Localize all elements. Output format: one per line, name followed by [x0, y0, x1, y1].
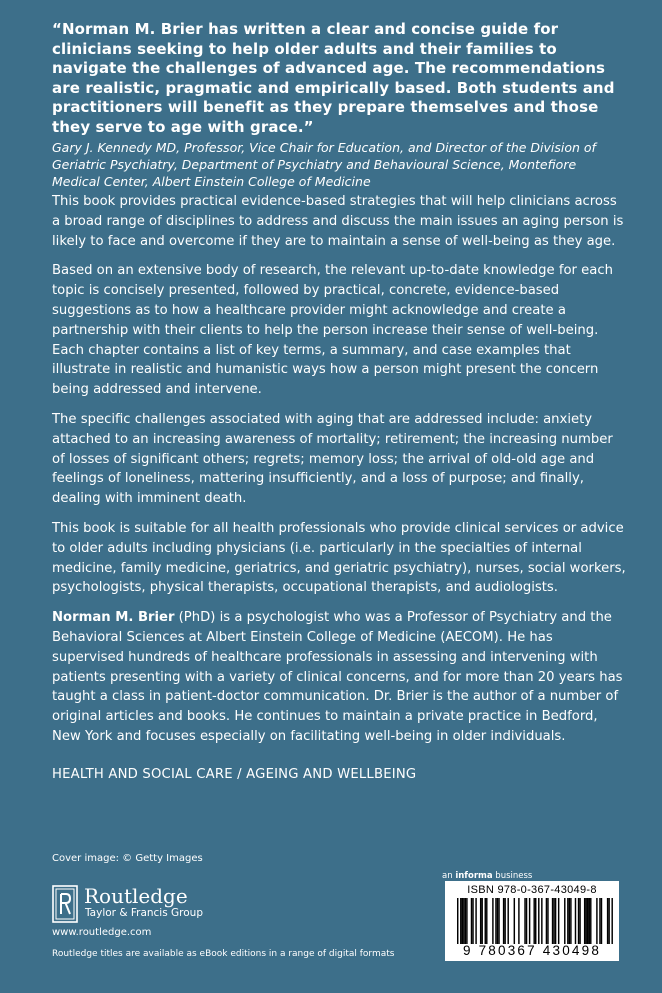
barcode-bar	[457, 898, 458, 944]
author-bio-text: (PhD) is a psychologist who was a Professor of Psychiatry and the Behavioral Sciences at Albert Einstein College of Medicine (AECOM). He has supervised hundreds of healthcare professionals in assessing and intervening with patients presenting with a variety of clinical concerns, and for more than 20 years has taught a class in patient-doctor communication. Dr. Brier is the author of a number of original articles and books. He continues to maintain a private practice in Bedford, New York and focuses especially on facilitating well-being in older individuals.	[52, 610, 623, 744]
barcode-bar	[465, 898, 466, 944]
barcode-bar	[481, 898, 482, 944]
barcode-bar	[538, 898, 539, 944]
barcode-bar	[608, 898, 609, 944]
barcode-bar	[570, 898, 571, 944]
barcode-bar	[472, 898, 473, 944]
barcode-bars	[457, 898, 613, 944]
barcode-bar	[555, 898, 556, 944]
informa-brand: informa	[455, 871, 493, 881]
barcode-bar	[541, 898, 542, 944]
barcode-bar	[485, 898, 486, 944]
informa-business-label	[442, 871, 532, 881]
barcode-bar	[611, 898, 612, 944]
barcode-bar	[569, 898, 570, 944]
barcode-bar	[475, 898, 476, 944]
barcode-bar	[486, 898, 487, 944]
barcode-bar	[462, 898, 463, 944]
barcode-bar	[546, 898, 547, 944]
isbn-label: ISBN 978-0-367-43049-8	[467, 884, 597, 896]
isbn-barcode	[445, 881, 619, 961]
author-bio	[52, 608, 628, 747]
endorsement-blurb	[52, 20, 622, 190]
barcode-bar	[533, 898, 534, 944]
barcode-bar	[579, 898, 580, 944]
barcode-bar	[585, 898, 586, 944]
barcode-bar	[553, 898, 554, 944]
barcode-bar	[584, 898, 585, 944]
ean-digits: 9 780367 430498	[462, 943, 602, 958]
publisher-name: Routledge	[84, 884, 188, 908]
barcode-bar	[518, 898, 519, 944]
barcode-bar	[558, 898, 559, 944]
barcode-bar	[547, 898, 548, 944]
publisher-block	[52, 885, 252, 925]
description-paragraph-2: Based on an extensive body of research, the relevant up-to-date knowledge for each topic is concisely presented, followed by practical, concrete, evidence-based suggestions as to how a healthcare provider might acknowledge and create a partnership with their clients to help the person increase their sense of well-being. Each chapter contains a list of key terms, a summary, and case examples that illustrate in realistic and humanistic ways how a person might present the concern being addressed and intervene.	[52, 263, 613, 398]
barcode-bar	[507, 898, 508, 944]
barcode-bar	[564, 898, 565, 944]
ebook-note: Routledge titles are available as eBook editions in a range of digital formats	[52, 949, 395, 959]
barcode-bar	[497, 898, 498, 944]
barcode-bar	[529, 898, 530, 944]
barcode-bar	[526, 898, 527, 944]
barcode-bar	[599, 898, 600, 944]
barcode-bar	[498, 898, 499, 944]
barcode-bar	[480, 898, 481, 944]
barcode-bar	[575, 898, 576, 944]
barcode-bar	[578, 898, 579, 944]
author-name: Norman M. Brier	[52, 610, 175, 626]
description-paragraph-4: This book is suitable for all health professionals who provide clinical services or advice to older adults including physicians (i.e. particularly in the specialties of internal medicine, family medicine, geriatrics, and geriatric psychiatry), nurses, social workers, psychologists, physical therapists, occupational therapists, and audiologists.	[52, 520, 626, 596]
endorsement-attribution: Gary J. Kennedy MD, Professor, Vice Chair for Education, and Director of the Division of Geriatric Psychiatry, Department of Psychiatry and Behavioural Science, Montefiore Medical Center, Albert Einstein College of Medicine	[52, 140, 596, 189]
barcode-bar	[466, 898, 467, 944]
endorsement-quote: “Norman M. Brier has written a clear and concise guide for clinicians seeking to help older adults and their families to navigate the challenges of advanced age. The recommendations are realistic, pragmatic and empirically based. Both students and practitioners will benefit as they prepare themselves and those they serve to age with grace.”	[52, 20, 615, 136]
publisher-group: Taylor & Francis Group	[85, 907, 203, 919]
barcode-bar	[524, 898, 525, 944]
barcode-bar	[587, 898, 588, 944]
barcode-bar	[463, 898, 464, 944]
barcode-bar	[596, 898, 597, 944]
book-description	[52, 192, 628, 785]
barcode-bar	[567, 898, 568, 944]
cover-image-credit: Cover image: © Getty Images	[52, 853, 203, 864]
barcode-bar	[552, 898, 553, 944]
barcode-bar	[503, 898, 504, 944]
barcode-bar	[495, 898, 496, 944]
barcode-bar	[492, 898, 493, 944]
barcode-bar	[514, 898, 515, 944]
publisher-url[interactable]: www.routledge.com	[52, 927, 152, 938]
barcode-bar	[460, 898, 461, 944]
informa-prefix: an	[442, 871, 456, 881]
description-paragraph-3: The specific challenges associated with aging that are addressed include: anxiety attached to an increasing awareness of mortality; retirement; the increasing number of losses of significant others; regrets; memory loss; the arrival of old-old age and feelings of loneliness, mattering insufficiently, and a loss of purpose; and finally, dealing with imminent death.	[52, 411, 613, 507]
barcode-bar	[601, 898, 602, 944]
informa-suffix: business	[492, 871, 533, 881]
barcode-bar	[471, 898, 472, 944]
barcode-bar	[607, 898, 608, 944]
barcode-bar	[590, 898, 591, 944]
barcode-bar	[504, 898, 505, 944]
barcode-bar	[589, 898, 590, 944]
description-paragraph-1: This book provides practical evidence-based strategies that will help clinicians across a broad range of disciplines to address and discuss the main issues an aging person is likely to face and overcome if they are to maintain a sense of well-being as they age.	[52, 194, 624, 249]
routledge-logo-icon	[52, 885, 78, 923]
barcode-bar	[535, 898, 536, 944]
subject-category: HEALTH AND SOCIAL CARE / AGEING AND WELLBEING	[52, 766, 417, 782]
